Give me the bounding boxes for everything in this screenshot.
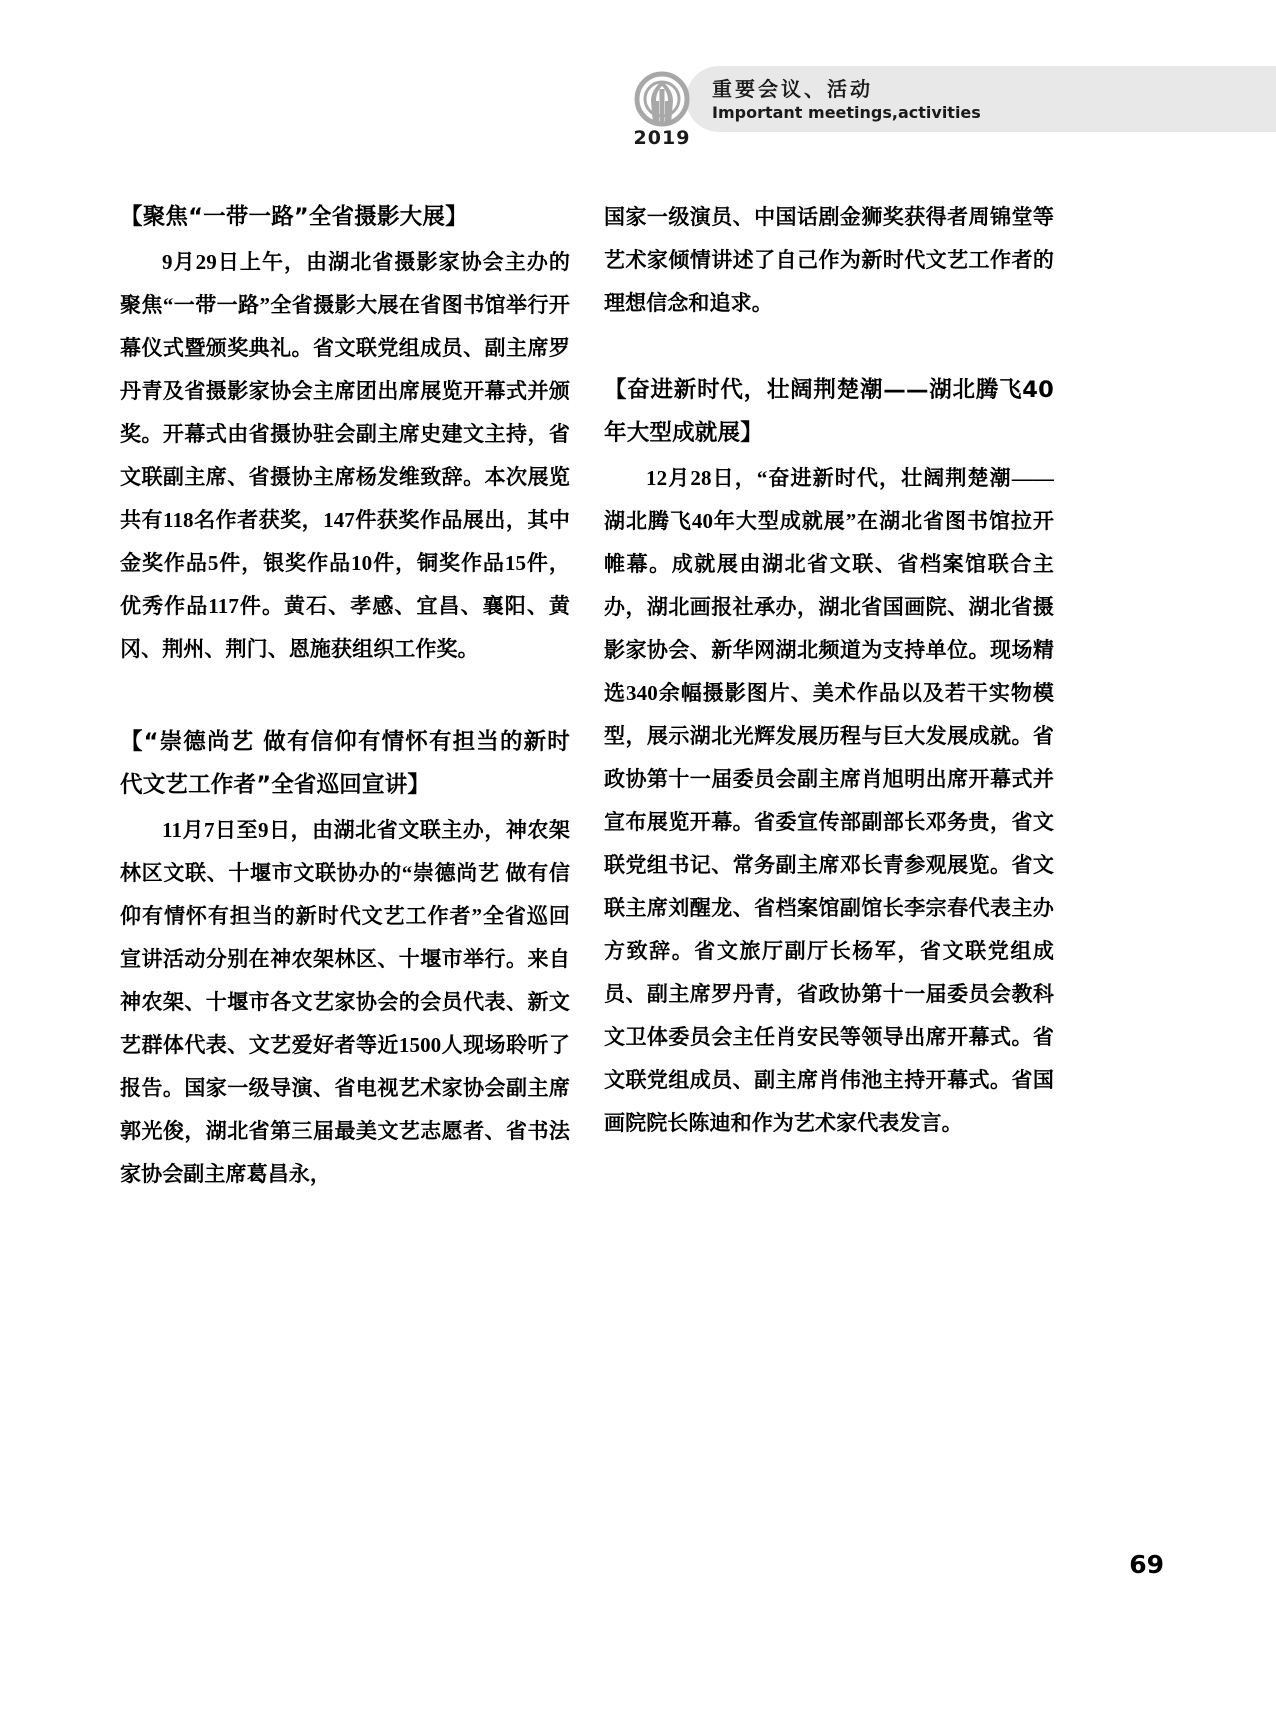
article-title: 【“崇德尚艺 做有信仰有情怀有担当的新时代文艺工作者”全省巡回宣讲】 bbox=[120, 729, 570, 798]
left-column bbox=[120, 196, 570, 1202]
article-title: 【聚焦“一带一路”全省摄影大展】 bbox=[120, 204, 468, 230]
article-body-continuation: 国家一级演员、中国话剧金狮奖获得者周锦堂等艺术家倾情讲述了自己作为新时代文艺工作者的理想信念和追求。 bbox=[604, 205, 1054, 315]
page-number: 69 bbox=[1129, 1550, 1164, 1579]
header-year-label: 2019 bbox=[633, 127, 691, 149]
header-title-group bbox=[712, 76, 1172, 124]
header-logo bbox=[624, 71, 700, 147]
article-body: 11月7日至9日，由湖北省文联主办，神农架林区文联、十堰市文联协办的“崇德尚艺 做有信仰有情怀有担当的新时代文艺工作者”全省巡回宣讲活动分别在神农架林区、十堰市举行。来自神农架、十堰市各文艺家协会的会员代表、新文艺群体代表、文艺爱好者等近1500人现场聆听了报告。国家一级导演、省电视艺术家协会副主席郭光俊，湖北省第三届最美文艺志愿者、省书法家协会副主席葛昌永， bbox=[120, 818, 570, 1186]
article-columns bbox=[0, 196, 1276, 1546]
article-title: 【奋进新时代，壮阔荆楚潮——湖北腾飞40年大型成就展】 bbox=[604, 377, 1054, 446]
article-photography-exhibition bbox=[120, 196, 570, 671]
header-title-chinese: 重要会议、活动 bbox=[712, 77, 873, 101]
article-spacer bbox=[604, 325, 1054, 369]
article-spacer bbox=[120, 677, 570, 721]
header-title-english: Important meetings,activities bbox=[712, 103, 981, 122]
article-lecture-tour bbox=[120, 721, 570, 1196]
article-body: 9月29日上午，由湖北省摄影家协会主办的聚焦“一带一路”全省摄影大展在省图书馆举行开幕仪式暨颁奖典礼。省文联党组成员、副主席罗丹青及省摄影家协会主席团出席展览开幕式并颁奖。开幕式由省摄协驻会副主席史建文主持，省文联副主席、省摄协主席杨发维致辞。本次展览共有118名作者获奖，147件获奖作品展出，其中金奖作品5件，银奖作品10件，铜奖作品15件，优秀作品117件。黄石、孝感、宜昌、襄阳、黄冈、荆州、荆门、恩施获组织工作奖。 bbox=[120, 250, 570, 661]
right-column bbox=[604, 196, 1054, 1151]
federation-emblem-icon bbox=[624, 71, 700, 127]
page-header bbox=[0, 0, 1276, 148]
article-achievement-exhibition bbox=[604, 369, 1054, 1145]
article-body: 12月28日，“奋进新时代，壮阔荆楚潮——湖北腾飞40年大型成就展”在湖北省图书馆拉开帷幕。成就展由湖北省文联、省档案馆联合主办，湖北画报社承办，湖北省国画院、湖北省摄影家协会、新华网湖北频道为支持单位。现场精选340余幅摄影图片、美术作品以及若干实物模型，展示湖北光辉发展历程与巨大发展成就。省政协第十一届委员会副主席肖旭明出席开幕式并宣布展览开幕。省委宣传部副部长邓务贵，省文联党组书记、常务副主席邓长青参观展览。省文联主席刘醒龙、省档案馆副馆长李宗春代表主办方致辞。省文旅厅副厅长杨军，省文联党组成员、副主席罗丹青，省政协第十一届委员会教科文卫体委员会主任肖安民等领导出席开幕式。省文联党组成员、副主席肖伟池主持开幕式。省国画院院长陈迪和作为艺术家代表发言。 bbox=[604, 466, 1054, 1135]
